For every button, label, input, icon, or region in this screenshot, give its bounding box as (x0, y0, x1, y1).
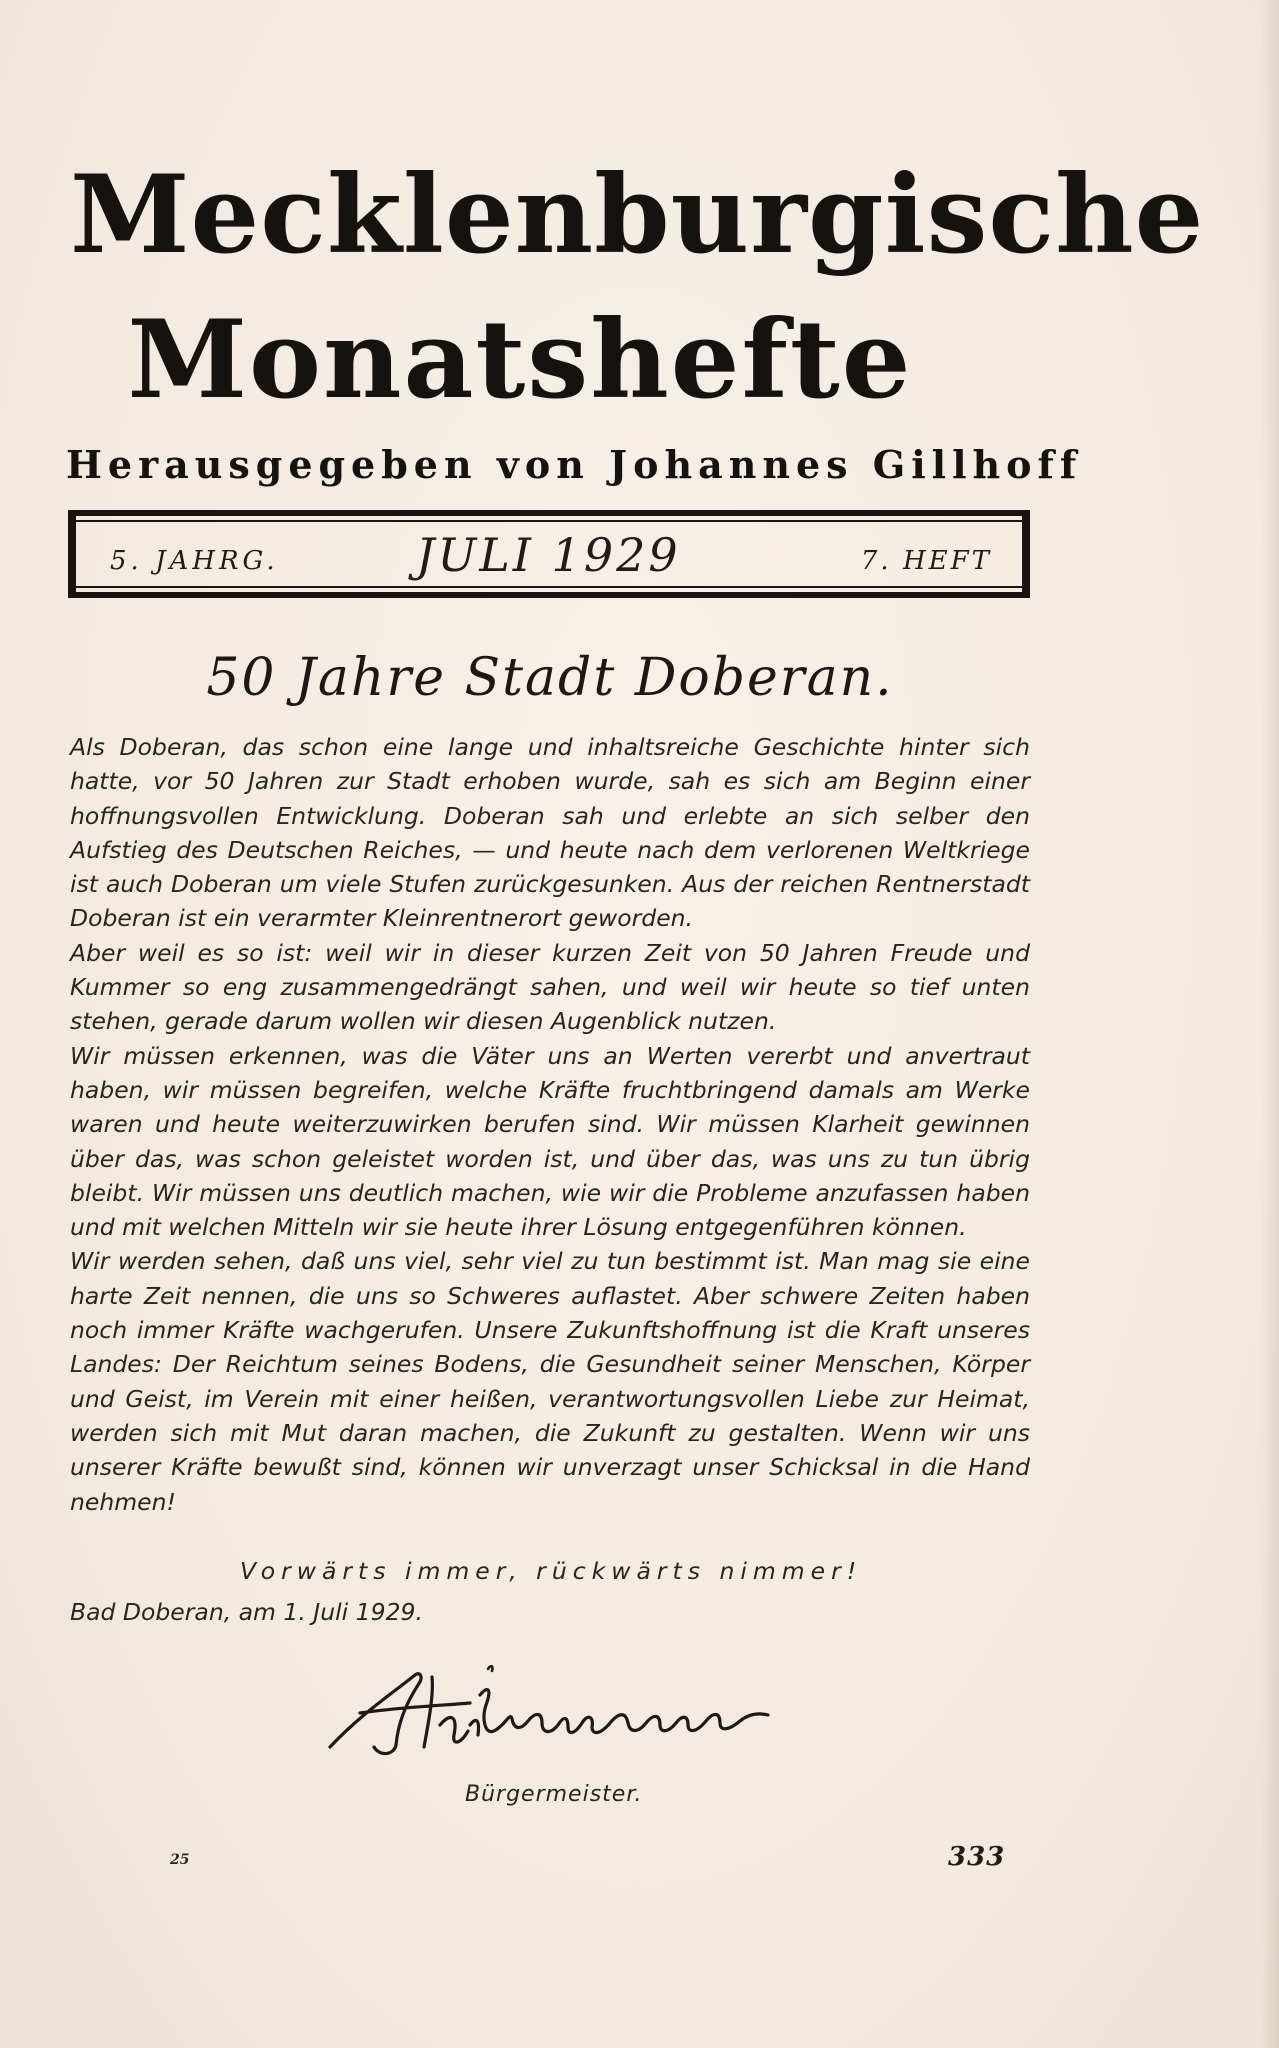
signer-role: Bürgermeister. (465, 1782, 643, 1807)
issue-volume: 5. JAHRG. (110, 546, 279, 576)
issue-month: JULI 1929 (416, 528, 681, 582)
article-paragraph-2: Aber weil es so ist: weil wir in dieser kurzen Zeit von 50 Jahren Freude und Kummer so eng zusammengedrängt sahen, und weil wir heute so tief unten stehen, gerade darum wollen wir diesen Augenblick nutzen. (70, 938, 1030, 1036)
article-headline: 50 Jahre Stadt Doberan. (206, 648, 894, 708)
masthead-editor-line: Herausgegeben von Johannes Gillhoff (66, 442, 1083, 487)
article-motto: Vorwärts immer, rückwärts nimmer! (240, 1557, 863, 1585)
article-paragraph-3: Wir müssen erkennen, was die Väter uns an Werten vererbt und anvertraut haben, wir müssen begreifen, welche Kräfte fruchtbringend damals am Werke waren und heute weiterzuwirken berufen sind. Wir müssen Klarheit gewinnen über das, was schon geleistet worden ist, und über das, was uns zu tun übrig bleibt. Wir müssen uns deutlich machen, wie wir die Probleme anzufassen haben und mit welchen Mitteln wir sie heute ihrer Lösung entgegenführen können. (70, 1041, 1030, 1242)
masthead-title-line2: Monatshefte (127, 297, 913, 423)
page-number: 333 (948, 1842, 1006, 1872)
article-paragraph-1: Als Doberan, das schon eine lange und inhaltsreiche Geschichte hinter sich hatte, vor 50 Jahren zur Stadt erhoben wurde, sah es sich am Beginn einer hoffnungsvollen Entwicklung. Doberan sah und erlebte an sich selber den Aufstieg des Deutschen Reiches, — und heute nach dem verlorenen Weltkriege ist auch Doberan um viele Stufen zurückgesunken. Aus der reichen Rentnerstadt Doberan ist ein verarmter Kleinrentnerort geworden. (70, 733, 1030, 933)
article-paragraph-4: Wir werden sehen, daß uns viel, sehr viel zu tun bestimmt ist. Man mag sie eine harte Zeit nennen, die uns so Schweres auflastet. Aber schwere Zeiten haben noch immer Kräfte wachgerufen. Unsere Zukunftshoffnung ist die Kraft unseres Landes: Der Reichtum seines Bodens, die Gesundheit seiner Menschen, Körper und Geist, im Verein mit einer heißen, verantwortungsvollen Liebe zur Heimat, werden sich mit Mut daran machen, die Zukunft zu gestalten. Wenn wir uns unserer Kräfte bewußt sind, können wir unverzagt unser Schicksal in die Hand nehmen! (70, 1247, 1030, 1516)
issue-box-rule-top (76, 520, 1022, 522)
issue-number: 7. HEFT (860, 546, 992, 576)
issue-info-box (68, 510, 1030, 598)
issue-box-rule-bottom (76, 586, 1022, 588)
signature-image (320, 1655, 800, 1765)
page-edge-shadow (1261, 0, 1279, 2048)
masthead-title-line1: Mecklenburgische (70, 152, 1205, 278)
article-body (70, 730, 1030, 1519)
article-dateline: Bad Doberan, am 1. Juli 1929. (70, 1598, 423, 1626)
sheet-number: 25 (170, 1852, 190, 1868)
